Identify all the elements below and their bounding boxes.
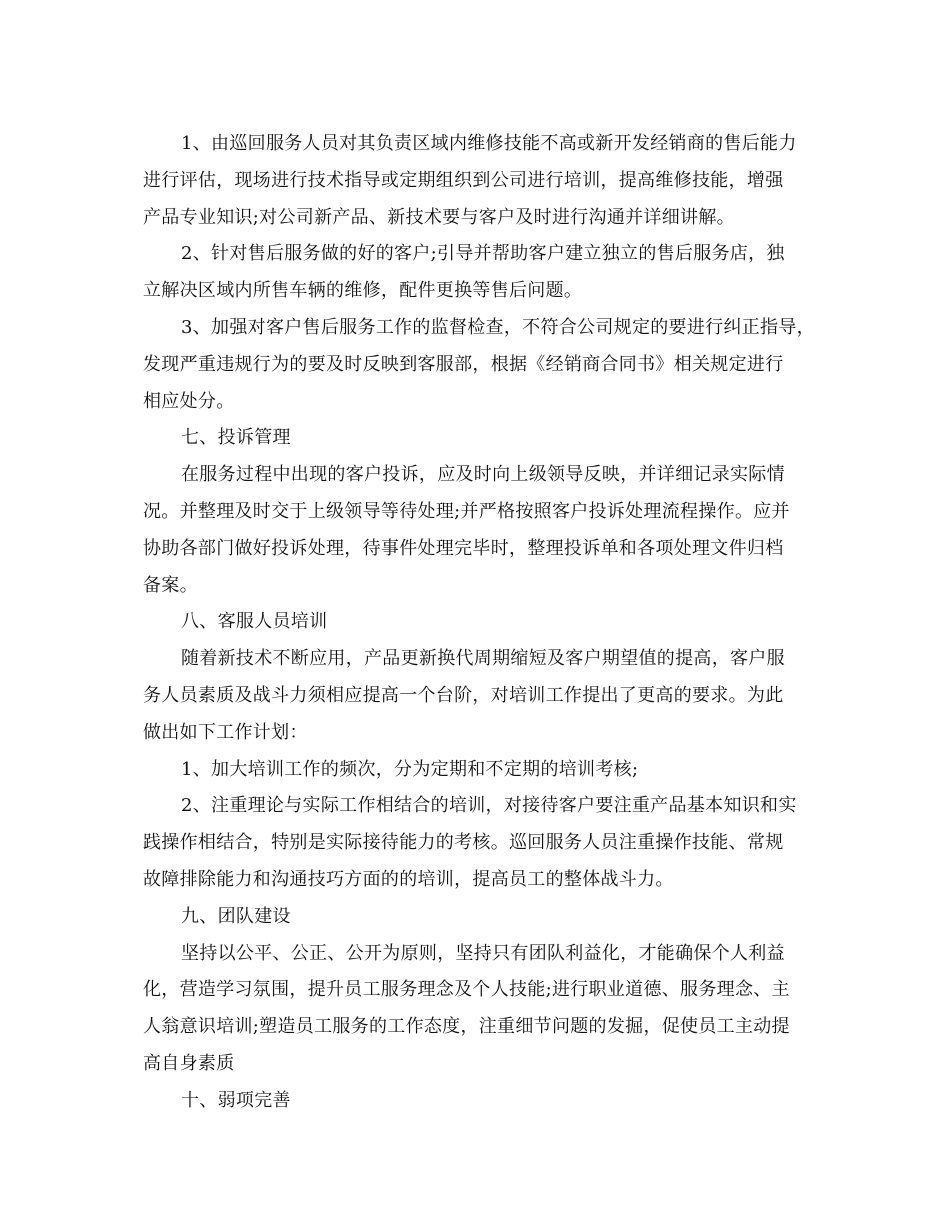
text-line: 进行评估，现场进行技术指导或定期组织到公司进行培训，提高维修技能，增强 <box>143 169 784 191</box>
text-line: 1、加大培训工作的频次，分为定期和不定期的培训考核; <box>181 758 639 780</box>
document-body <box>143 126 815 1120</box>
text-line: 况。并整理及时交于上级领导等待处理;并严格按照客户投诉处理流程操作。应并 <box>143 500 790 522</box>
text-line: 备案。 <box>143 574 198 596</box>
text-line: 践操作相结合，特别是实际接待能力的考核。巡回服务人员注重操作技能、常规 <box>143 832 784 854</box>
text-line: 做出如下工作计划： <box>143 721 308 743</box>
text-line: 九、团队建设 <box>181 905 291 927</box>
text-line: 随着新技术不断应用，产品更新换代周期缩短及客户期望值的提高，客户服 <box>181 648 785 670</box>
text-line: 故障排除能力和沟通技巧方面的的培训，提高员工的整体战斗力。 <box>143 868 674 890</box>
text-line: 相应处分。 <box>143 390 235 412</box>
text-line: 发现严重违规行为的要及时反映到客服部，根据《经销商合同书》相关规定进行 <box>143 353 784 375</box>
text-line: 七、投诉管理 <box>181 427 291 449</box>
text-line: 高自身素质 <box>143 1052 235 1074</box>
text-line: 坚持以公平、公正、公开为原则，坚持只有团队利益化，才能确保个人利益 <box>181 942 785 964</box>
text-line: 立解决区域内所售车辆的维修，配件更换等售后问题。 <box>143 280 583 302</box>
text-line: 产品专业知识;对公司新产品、新技术要与客户及时进行沟通并详细讲解。 <box>143 206 735 228</box>
text-line: 化，营造学习氛围，提升员工服务理念及个人技能;进行职业道德、服务理念、主 <box>143 979 790 1001</box>
text-line: 人翁意识培训;塑造员工服务的工作态度，注重细节问题的发掘，促使员工主动提 <box>143 1016 790 1038</box>
text-line: 务人员素质及战斗力须相应提高一个台阶，对培训工作提出了更高的要求。为此 <box>143 684 784 706</box>
text-line: 3、加强对客户售后服务工作的监督检查，不符合公司规定的要进行纠正指导， <box>181 316 815 338</box>
text-line: 2、注重理论与实际工作相结合的培训，对接待客户要注重产品基本知识和实 <box>181 795 797 817</box>
text-line: 2、针对售后服务做的好的客户;引导并帮助客户建立独立的售后服务店，独 <box>181 243 785 265</box>
text-line: 十、弱项完善 <box>181 1089 291 1111</box>
text-line: 1、由巡回服务人员对其负责区域内维修技能不高或新开发经销商的售后能力 <box>181 133 797 154</box>
text-line: 八、客服人员培训 <box>181 611 328 633</box>
text-line: 协助各部门做好投诉处理，待事件处理完毕时，整理投诉单和各项处理文件归档 <box>143 537 784 559</box>
text-line: 在服务过程中出现的客户投诉，应及时向上级领导反映，并详细记录实际情 <box>181 464 785 486</box>
